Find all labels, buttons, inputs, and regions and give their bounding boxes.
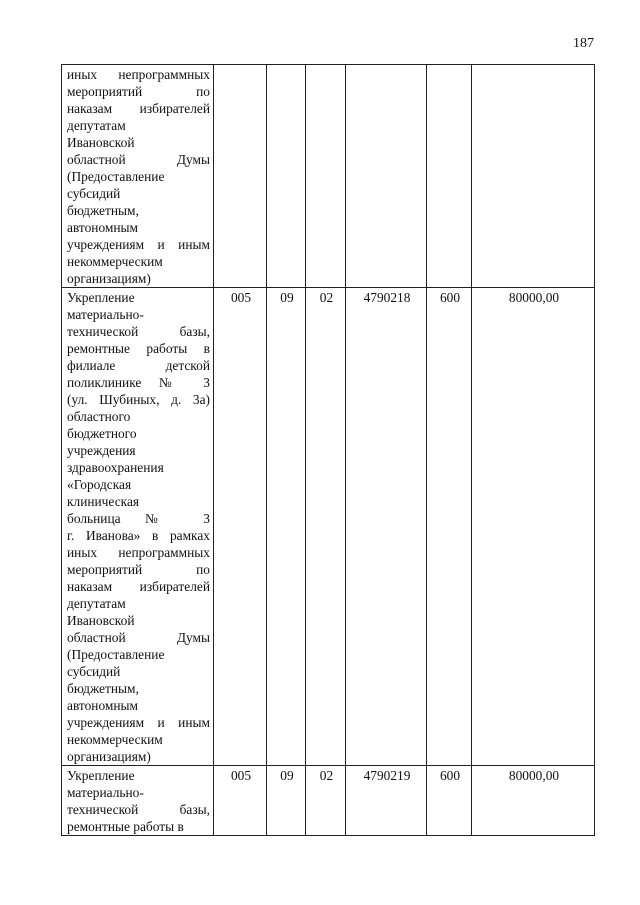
table-row — [62, 288, 595, 766]
subsection-code-cell — [306, 65, 346, 288]
description-line: материально- — [67, 785, 144, 800]
description-line: автономным — [67, 220, 139, 235]
ministry-code-cell — [214, 65, 267, 288]
description-line: (Предоставление — [67, 647, 165, 662]
description-cell — [62, 766, 214, 836]
amount-cell — [472, 65, 595, 288]
section-code-cell: 09 — [267, 766, 306, 836]
description-line: ремонтные работы в — [67, 819, 184, 834]
description-line: клиническая — [67, 494, 140, 509]
description-line: наказам избирателей — [67, 101, 210, 116]
description-line: областной Думы — [67, 630, 210, 645]
description-line: технической базы, — [67, 324, 210, 339]
description-line: поликлинике № 3 — [67, 375, 210, 390]
amount-cell: 80000,00 — [472, 766, 595, 836]
description-line: депутатам — [67, 118, 126, 133]
description-line: учреждениям и иным — [67, 715, 210, 730]
description-line: депутатам — [67, 596, 126, 611]
description-line: некоммерческим — [67, 732, 163, 747]
target-article-cell: 4790219 — [346, 766, 427, 836]
target-article-cell — [346, 65, 427, 288]
description-line: учреждения — [67, 443, 136, 458]
description-line: субсидий — [67, 664, 121, 679]
description-line: наказам избирателей — [67, 579, 210, 594]
subsection-code-cell: 02 — [306, 288, 346, 766]
description-line: иных непрограммных — [67, 67, 210, 82]
description-line: иных непрограммных — [67, 545, 210, 560]
description-line: учреждениям и иным — [67, 237, 210, 252]
expense-type-cell: 600 — [427, 288, 472, 766]
table-row — [62, 65, 595, 288]
description-line: Укрепление — [67, 768, 135, 783]
description-line: (Предоставление — [67, 169, 165, 184]
expense-type-cell: 600 — [427, 766, 472, 836]
ministry-code-cell: 005 — [214, 288, 267, 766]
description-line: субсидий — [67, 186, 121, 201]
description-line: организациям) — [67, 749, 151, 764]
description-line: технической базы, — [67, 802, 210, 817]
description-line: Ивановской — [67, 613, 135, 628]
description-line: филиале детской — [67, 358, 210, 373]
description-line: ремонтные работы в — [67, 341, 210, 356]
ministry-code-cell: 005 — [214, 766, 267, 836]
description-line: здравоохранения — [67, 460, 164, 475]
description-line: Ивановской — [67, 135, 135, 150]
description-line: «Городская — [67, 477, 132, 492]
description-line: мероприятий по — [67, 84, 210, 99]
expense-type-cell — [427, 65, 472, 288]
description-line: автономным — [67, 698, 139, 713]
section-code-cell: 09 — [267, 288, 306, 766]
description-cell — [62, 288, 214, 766]
description-line: организациям) — [67, 271, 151, 286]
description-line: г. Иванова» в рамках — [67, 528, 210, 543]
description-line: больница № 3 — [67, 511, 210, 526]
description-line: Укрепление — [67, 290, 135, 305]
target-article-cell: 4790218 — [346, 288, 427, 766]
table-body — [62, 65, 595, 836]
table-row — [62, 766, 595, 836]
description-line: областной Думы — [67, 152, 210, 167]
budget-table — [61, 64, 595, 836]
description-line: областного — [67, 409, 131, 424]
description-line: мероприятий по — [67, 562, 210, 577]
section-code-cell — [267, 65, 306, 288]
description-cell — [62, 65, 214, 288]
subsection-code-cell: 02 — [306, 766, 346, 836]
description-line: некоммерческим — [67, 254, 163, 269]
description-line: (ул. Шубиных, д. 3а) — [67, 392, 210, 407]
description-line: бюджетным, — [67, 681, 139, 696]
description-line: бюджетного — [67, 426, 137, 441]
description-line: материально- — [67, 307, 144, 322]
amount-cell: 80000,00 — [472, 288, 595, 766]
page-number: 187 — [573, 36, 594, 51]
description-line: бюджетным, — [67, 203, 139, 218]
